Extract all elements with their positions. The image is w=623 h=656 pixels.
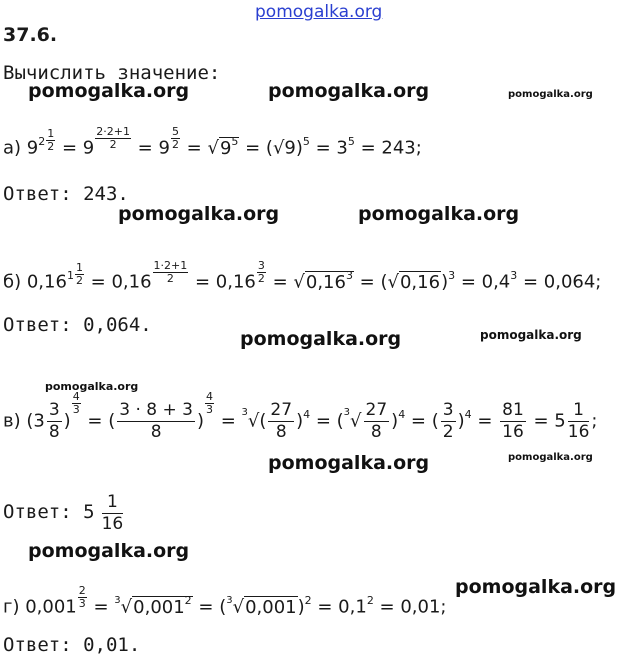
equation-b: б) 0,16$^1$ $\frac{1}{2}$ = 0,16 $\frac{1\cdot 2+1}{2}$ = 0,16 $\frac{3}{2}$ = $√0,16^3 = (√0,16)^3 = 0,4^3 = 0,064$; (3, 259, 602, 293)
part-a-label: а) (3, 137, 22, 159)
answer-v-denominator: 16 (101, 514, 124, 534)
watermark-small: pomogalka.org (508, 89, 593, 100)
answer-v-numerator: 1 (102, 492, 124, 514)
watermark-small: pomogalka.org (45, 380, 139, 393)
answer-g: Ответ: 0,01. (3, 634, 141, 656)
answer-b: Ответ: 0,064. (3, 314, 152, 336)
answer-v-prefix: Ответ: 5 (3, 501, 95, 523)
answer-v (3, 492, 125, 535)
watermark: pomogalka.org (240, 328, 402, 350)
part-g-label: г) (3, 596, 20, 618)
problem-number: 37.6. (3, 24, 58, 46)
equation-a: а) $9^2$ $\frac{1}{2}$ = 9 $\frac{2\cdot 2+1}{2}$ = 9 $\frac{5}{2}$ = $√9^5 = (√9)^5 = 3^5 = 243$; (3, 125, 422, 159)
watermark: pomogalka.org (358, 203, 520, 225)
answer-a: Ответ: 243. (3, 183, 129, 205)
watermark-top: pomogalka.org (255, 2, 383, 22)
watermark: pomogalka.org (28, 80, 190, 102)
equation-v: в) (3 $\frac{3}{8}$ ) $\frac{4}{3}$ = ( $\frac{3 \cdot 8 + 3}{8}$ ) $\frac{4}{3}$ = $^3$√( $\frac{27}{8}$ )$^4$ = ($^3$√ $\frac{27}{8}$ )$^4$ = ( $\frac{3}{2}$ )$^4$ = $\frac{81}{16}$ = 5 $\frac{1}{16}$ ; (3, 390, 598, 442)
part-v-label: в) (3, 410, 21, 432)
watermark: pomogalka.org (118, 203, 280, 225)
watermark-small: pomogalka.org (480, 328, 582, 342)
part-b-label: б) (3, 271, 22, 293)
intro-text: Вычислить значение: (3, 62, 221, 84)
equation-g: г) 0,001 $\frac{2}{3}$ = $^3√0,001^2 = (^3√0,001)^2 = 0,1^2 = 0,01$; (3, 584, 447, 618)
watermark: pomogalka.org (455, 576, 617, 598)
watermark: pomogalka.org (28, 540, 190, 562)
watermark: pomogalka.org (268, 452, 430, 474)
watermark: pomogalka.org (268, 80, 430, 102)
watermark-small: pomogalka.org (508, 452, 593, 463)
